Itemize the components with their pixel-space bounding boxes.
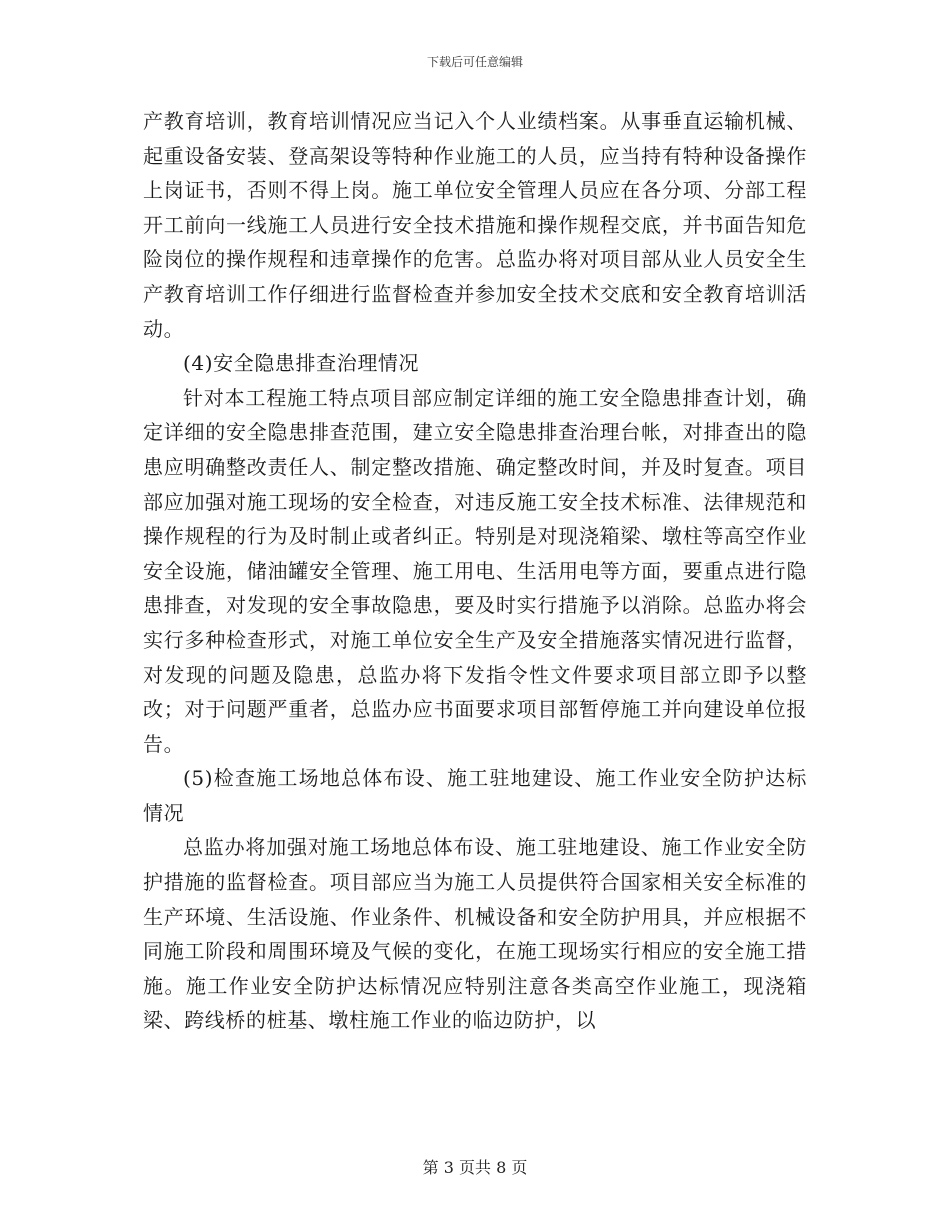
section-heading-4: (4)安全隐患排查治理情况 <box>183 351 420 376</box>
section-heading-5: (5)检查施工场地总体布设、施工驻地建设、施工作业安全防护达标情况 <box>143 766 807 825</box>
page-footer: 第 3 页共 8 页 <box>422 1158 528 1177</box>
paragraph-hazard-inspection: 针对本工程施工特点项目部应制定详细的施工安全隐患排查计划，确定详细的安全隐患排查范围，建立安全隐患排查治理台帐，对排查出的隐患应明确整改责任人、制定整改措施、确定整改时间，并及时复查。项目部应加强对施工现场的安全检查，对违反施工安全技术标准、法律规范和操作规程的行为及时制止或者纠正。特别是对现浇箱梁、墩柱等高空作业安全设施，储油罐安全管理、施工用电、生活用电等方面，要重点进行隐患排查，对发现的安全事故隐患，要及时实行措施予以消除。总监办将会实行多种检查形式，对施工单位安全生产及安全措施落实情况进行监督，对发现的问题及隐患，总监办将下发指令性文件要求项目部立即予以整改；对于问题严重者，总监办应书面要求项目部暂停施工并向建设单位报告。 <box>143 385 807 756</box>
page-header: 下载后可任意编辑 <box>426 55 523 69</box>
document-body <box>143 104 807 1038</box>
paragraph-continuation: 产教育培训，教育培训情况应当记入个人业绩档案。从事垂直运输机械、起重设备安装、登高架设等特种作业施工的人员，应当持有特种设备操作上岗证书，否则不得上岗。施工单位安全管理人员应在各分项、分部工程开工前向一线施工人员进行安全技术措施和操作规程交底，并书面告知危险岗位的操作规程和违章操作的危害。总监办将对项目部从业人员安全生产教育培训工作仔细进行监督检查并参加安全技术交底和安全教育培训活动。 <box>143 109 807 341</box>
paragraph-site-safety: 总监办将加强对施工场地总体布设、施工驻地建设、施工作业安全防护措施的监督检查。项目部应当为施工人员提供符合国家相关安全标准的生产环境、生活设施、作业条件、机械设备和安全防护用具，并应根据不同施工阶段和周围环境及气候的变化，在施工现场实行相应的安全施工措施。施工作业安全防护达标情况应特别注意各类高空作业施工，现浇箱梁、跨线桥的桩基、墩柱施工作业的临边防护，以 <box>143 835 807 1033</box>
